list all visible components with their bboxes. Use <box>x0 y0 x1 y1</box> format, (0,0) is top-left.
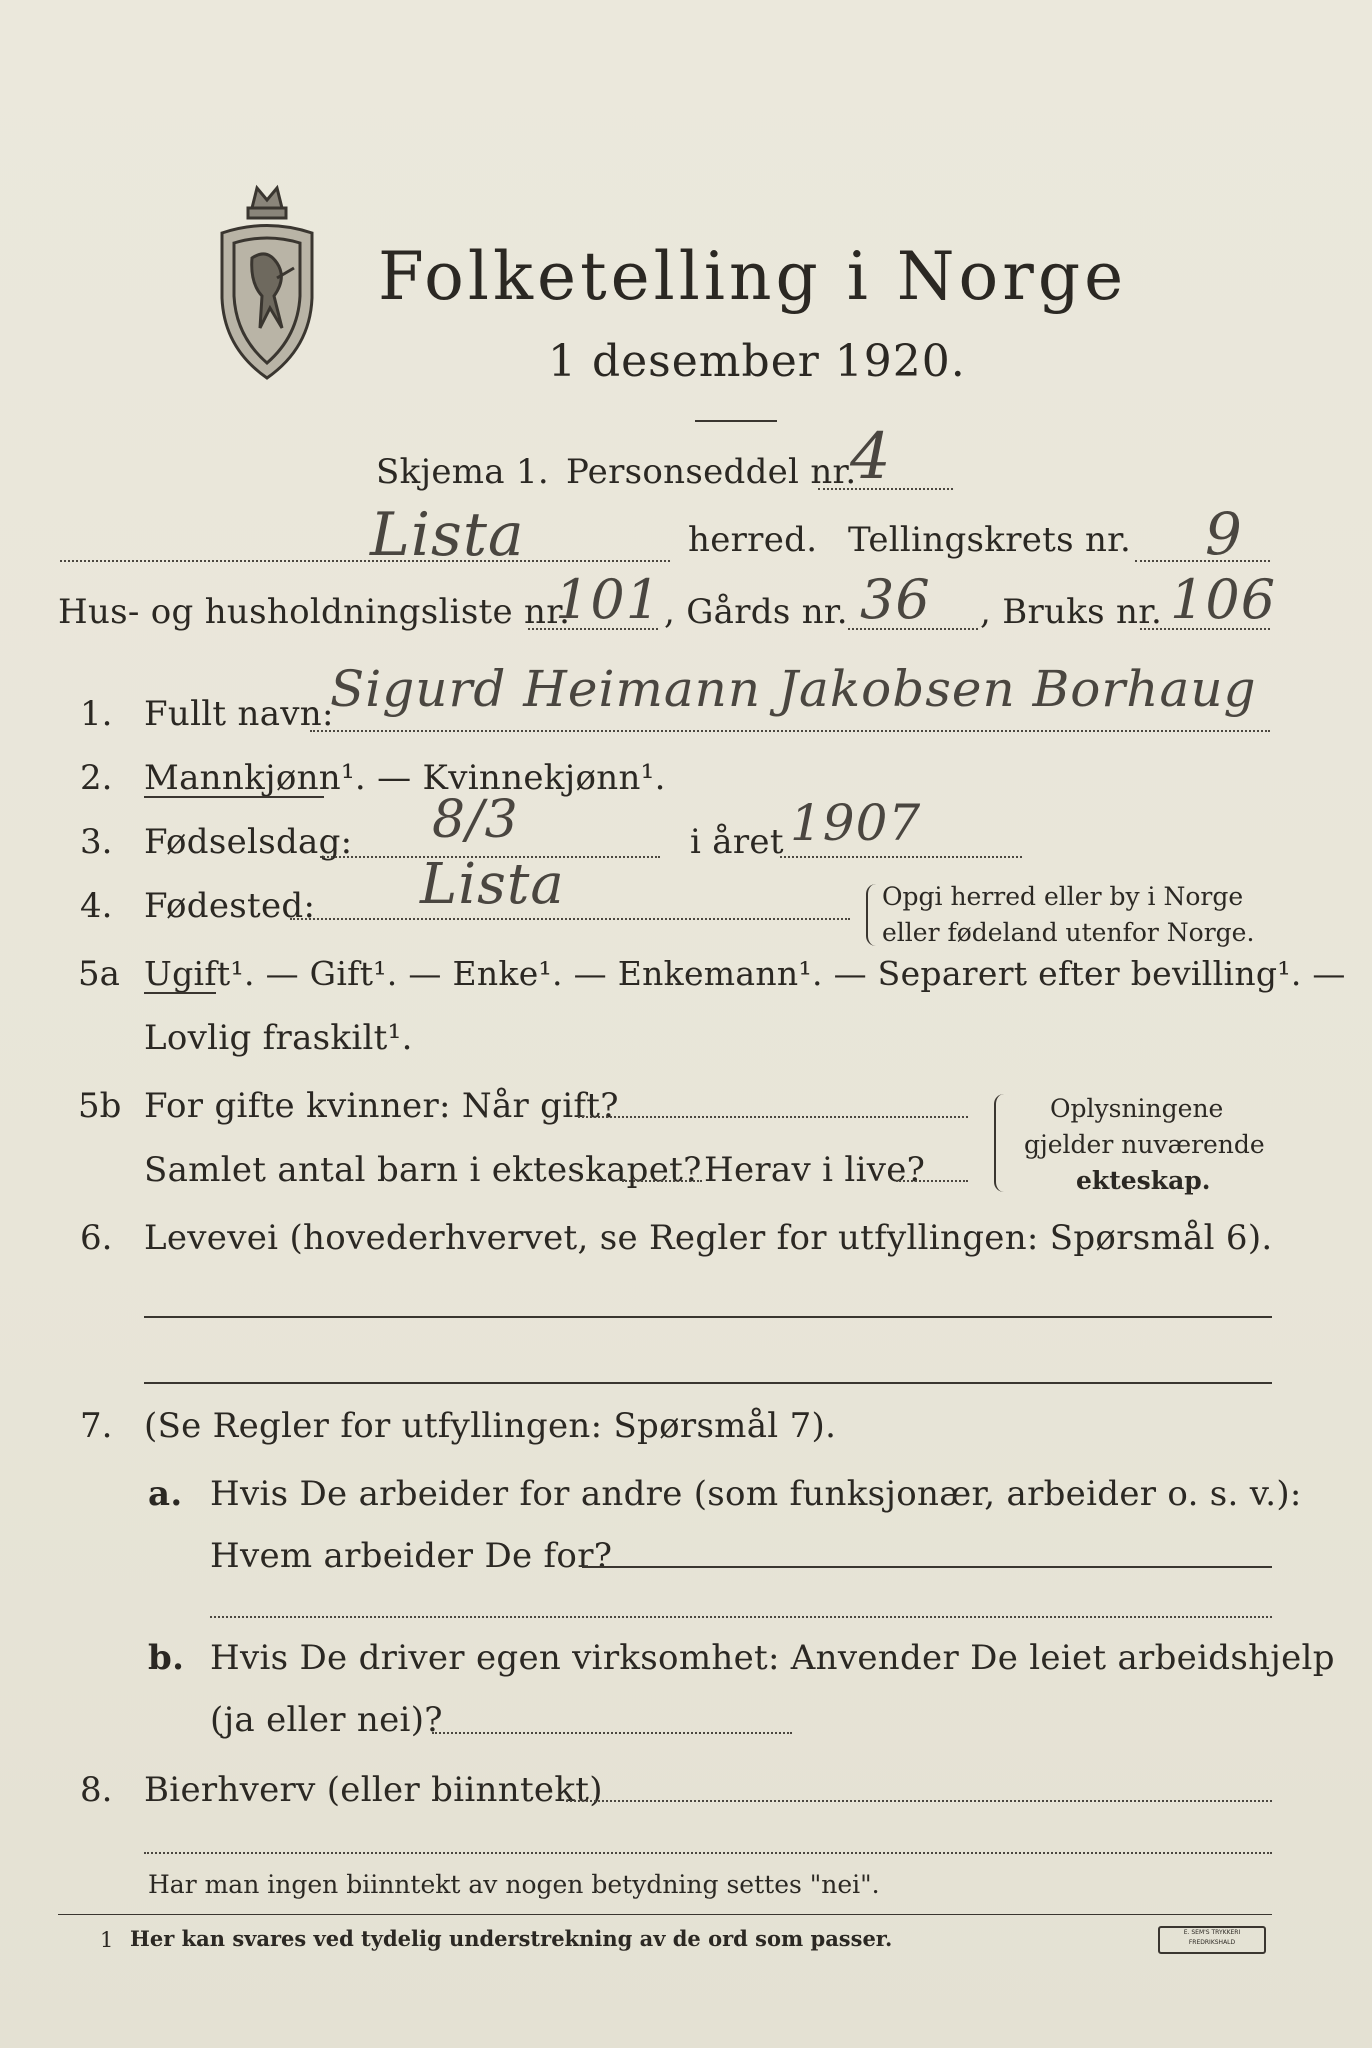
q3-label: Fødselsdag: <box>144 822 353 862</box>
q5b-note-line2: gjelder nuværende <box>1024 1130 1265 1159</box>
q5a-number: 5a <box>78 954 120 994</box>
q3-year-line <box>780 856 1022 858</box>
q7b-line <box>432 1732 792 1734</box>
q1-number: 1. <box>80 694 113 734</box>
q8-label: Bierhverv (eller biinntekt) <box>144 1770 603 1810</box>
tellingskrets-line <box>1135 560 1270 562</box>
q8-number: 8. <box>80 1770 113 1810</box>
q5b-note-bracket <box>994 1094 1006 1192</box>
q4-label: Fødested: <box>144 886 316 926</box>
q7-label: (Se Regler for utfyllingen: Spørsmål 7). <box>144 1406 837 1446</box>
q8-line1 <box>566 1800 1272 1802</box>
footnote-mark: 1 <box>100 1928 114 1952</box>
q5b-married-line <box>578 1116 968 1118</box>
q5b-note-line1: Oplysningene <box>1050 1094 1224 1123</box>
q5a-label: Ugift¹. — Gift¹. — Enke¹. — Enkemann¹. — Separert efter bevilling¹. — <box>144 954 1346 993</box>
q8-note: Har man ingen biinntekt av nogen betydning settes "nei". <box>148 1870 880 1899</box>
q7b-label: Hvis De driver egen virksomhet: Anvender De leiet arbeidshjelp <box>210 1638 1335 1678</box>
q8-line2 <box>144 1852 1272 1854</box>
q6-line2 <box>144 1382 1272 1384</box>
q4-line <box>290 918 850 920</box>
q2-label: Mannkjønn¹. — Kvinnekjønn¹. <box>144 758 666 798</box>
q3-year-label: i året <box>690 822 784 862</box>
q4-number: 4. <box>80 886 113 926</box>
q1-label: Fullt navn: <box>144 694 334 734</box>
form-title: Folketelling i Norge <box>378 238 1128 315</box>
q7a-line1 <box>582 1566 1272 1568</box>
title-divider <box>695 420 777 422</box>
bruks-label: , Bruks nr. <box>980 592 1163 632</box>
q5b-number: 5b <box>78 1086 122 1126</box>
q4-note-line2: eller fødeland utenfor Norge. <box>882 918 1255 947</box>
q7a-line2 <box>210 1616 1272 1618</box>
q5b-label: For gifte kvinner: Når gift? <box>144 1086 619 1126</box>
tellingskrets-value: 9 <box>1205 500 1243 568</box>
q7b-letter: b. <box>148 1638 185 1678</box>
q5a-label2: Lovlig fraskilt¹. <box>144 1018 413 1058</box>
census-date: 1 desember 1920. <box>548 336 966 387</box>
q5b-alive-line <box>896 1180 968 1182</box>
q5a-underline <box>144 992 216 994</box>
q6-label: Levevei (hovederhvervet, se Regler for utfyllingen: Spørsmål 6). <box>144 1218 1273 1258</box>
gards-label: , Gårds nr. <box>664 592 848 632</box>
q5b-label2: Samlet antal barn i ekteskapet? <box>144 1150 702 1190</box>
q6-line1 <box>144 1316 1272 1318</box>
q4-value: Lista <box>420 852 565 917</box>
q6-number: 6. <box>80 1218 113 1258</box>
printer-stamp <box>1158 1926 1266 1954</box>
q5b-children-line <box>622 1180 702 1182</box>
skjema-label: Skjema 1. <box>376 452 550 492</box>
herred-line <box>60 560 670 562</box>
footnote-divider <box>58 1914 1272 1915</box>
q3-year-value: 1907 <box>790 794 922 852</box>
coat-of-arms-icon <box>212 178 322 388</box>
q2-number: 2. <box>80 758 113 798</box>
q1-value: Sigurd Heimann Jakobsen Borhaug <box>330 660 1257 718</box>
footnote-text: Her kan svares ved tydelig understrekning av de ord som passer. <box>130 1926 893 1951</box>
personseddel-label: Personseddel nr. <box>566 452 857 492</box>
hus-label: Hus- og husholdningsliste nr. <box>58 592 571 632</box>
bruks-value: 106 <box>1170 568 1277 631</box>
q1-line <box>310 730 1270 732</box>
q3-value: 8/3 <box>432 790 519 850</box>
q7a-label2: Hvem arbeider De for? <box>210 1536 613 1576</box>
q3-number: 3. <box>80 822 113 862</box>
q7-number: 7. <box>80 1406 113 1446</box>
q7a-letter: a. <box>148 1474 183 1514</box>
q4-note-line1: Opgi herred eller by i Norge <box>882 882 1244 911</box>
q5b-label3: Herav i live? <box>704 1150 926 1190</box>
q4-note-bracket <box>866 884 876 946</box>
gards-value: 36 <box>860 568 931 631</box>
printer-stamp-text: E. SEM'S TRYKKERI FREDRIKSHALD <box>1183 1929 1241 1946</box>
tellingskrets-label: Tellingskrets nr. <box>848 520 1132 560</box>
hus-value: 101 <box>555 568 662 631</box>
herred-value: Lista <box>370 500 525 570</box>
herred-label: herred. <box>688 520 818 560</box>
personseddel-value: 4 <box>850 420 892 494</box>
q5b-note-line3: ekteskap. <box>1076 1166 1211 1195</box>
q7a-label: Hvis De arbeider for andre (som funksjonær, arbeider o. s. v.): <box>210 1474 1302 1514</box>
q7b-label2: (ja eller nei)? <box>210 1700 443 1740</box>
q2-underline <box>144 796 324 798</box>
